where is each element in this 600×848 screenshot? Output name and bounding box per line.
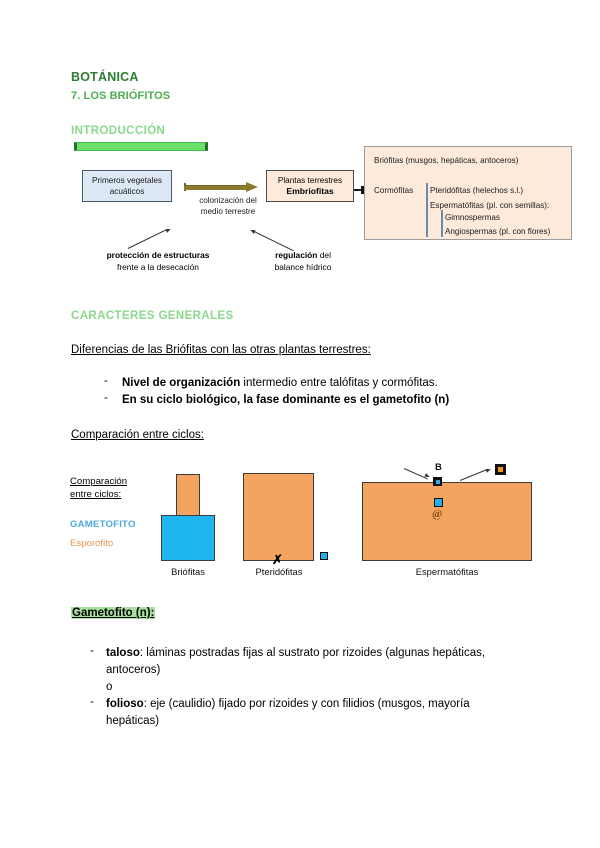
legend-gametofito-label: GAMETOFITO [70, 519, 136, 530]
classification-angiospermas: Angiospermas (pl. con flores) [445, 227, 551, 236]
bullet-item [122, 375, 542, 391]
classification-briofitas: Briófitas (musgos, hepáticas, antoceros) [374, 156, 519, 165]
section-underline-bar [74, 142, 208, 151]
espermatofitas-semilla-marker [495, 464, 506, 475]
pteridofitas-gametofito-marker [320, 552, 328, 560]
diagram-box-plantas-terrestres [266, 170, 354, 202]
gametofito-bullet-dash: - [90, 696, 94, 708]
gametofito-item-folioso [106, 696, 526, 730]
gametofito-bullet-dash: - [90, 645, 94, 657]
classification-cormofitas-group: Cormófitas [374, 186, 414, 195]
page-title: BOTÁNICA [71, 70, 139, 84]
espermatofitas-b-label: B [435, 462, 442, 473]
espermatofitas-esporofito-bar [362, 482, 532, 561]
diagram-box-clasificacion [364, 146, 572, 240]
bullet-item [122, 392, 542, 408]
gametofito-item-bold: taloso [106, 647, 140, 659]
arrow-to-b-marker-icon [404, 466, 434, 482]
note-regulacion-rest: del [319, 250, 331, 260]
arrow-caption [188, 195, 268, 217]
bracket-line-cormofitas [426, 183, 428, 237]
note-regulacion-line-2: balance hídrico [274, 261, 332, 272]
arrow-regulacion-icon [250, 228, 298, 250]
cycle-label-espermatofitas: Espermatófitas [415, 566, 479, 577]
note-proteccion [88, 250, 228, 273]
page-subtitle: 7. LOS BRIÓFITOS [71, 90, 171, 102]
lead-comparacion: Comparación entre ciclos: [71, 429, 204, 441]
cycle-label-pteridofitas: Pteridófitas [255, 566, 303, 577]
arrow-proteccion-icon [128, 228, 176, 250]
section-heading-introduccion: INTRODUCCIÓN [71, 125, 166, 137]
box-line-1: Primeros vegetales [91, 176, 163, 185]
note-regulacion-bold: regulación [275, 250, 318, 260]
note-proteccion-bold: protección de estructuras [106, 250, 210, 260]
gametofito-item-taloso [106, 645, 526, 679]
section-heading-caracteres: CARACTERES GENERALES [71, 310, 234, 322]
arrow-caption-line-2: medio terrestre [200, 207, 256, 216]
espermatofitas-at-marker: @ [432, 508, 443, 520]
bullet-bold: En su ciclo biológico, la fase dominante es el gametofito (n) [122, 394, 450, 406]
box-line-1: Plantas terrestres [277, 176, 343, 185]
cycle-legend-title-line-1: Comparación [70, 476, 128, 487]
gametofito-item-rest: : eje (caulidio) fijado por rizoides y con filidios (musgos, mayoría [143, 698, 470, 710]
bullet-rest: intermedio entre talófitas y cormófitas. [240, 377, 438, 389]
gametofito-item-bold: folioso [106, 698, 144, 710]
briofitas-gametofito-bar [161, 515, 215, 561]
cycle-legend-title [70, 475, 127, 501]
pteridofitas-x-marker: ✗ [272, 552, 283, 567]
box-line-2: acuáticos [109, 187, 145, 196]
arrow-colonizacion-icon [184, 183, 260, 190]
espermatofitas-b-marker [433, 477, 442, 486]
lead-diferencias: Diferencias de las Briófitas con las otras plantas terrestres: [71, 344, 371, 356]
bullet-dash: - [104, 392, 108, 404]
legend-esporofito-label: Esporofito [70, 538, 114, 549]
diagram-box-primeros-vegetales [82, 170, 172, 202]
box-line-2: Embriofitas [286, 186, 334, 196]
arrow-to-semilla-marker-icon [460, 468, 494, 484]
arrow-caption-line-1: colonización del [199, 196, 257, 205]
pteridofitas-esporofito-bar [243, 473, 314, 561]
gametofito-item-cont: hepáticas) [106, 715, 160, 727]
bullet-bold: Nivel de organización [122, 377, 241, 389]
bracket-line-espermatofitas [441, 210, 443, 237]
classification-espermatofitas: Espermatófitas (pl. con semillas): [430, 201, 550, 210]
classification-pteridofitas: Pteridófitas (helechos s.l.) [430, 186, 524, 195]
gametofito-connector-o: o [106, 681, 113, 693]
espermatofitas-gametofito-marker [434, 498, 443, 507]
note-regulacion [248, 250, 358, 273]
gametofito-item-cont: antoceros) [106, 664, 161, 676]
cycle-legend-title-line-2: entre ciclos: [70, 489, 122, 500]
cycle-label-briofitas: Briófitas [171, 566, 205, 577]
gametofito-item-rest: : láminas postradas fijas al sustrato por rizoides (algunas hepáticas, [139, 647, 486, 659]
bullet-dash: - [104, 375, 108, 387]
classification-gimnospermas: Gimnospermas [445, 213, 500, 222]
section-heading-gametofito: Gametofito (n): [72, 607, 155, 619]
note-proteccion-rest: frente a la desecación [117, 261, 199, 272]
